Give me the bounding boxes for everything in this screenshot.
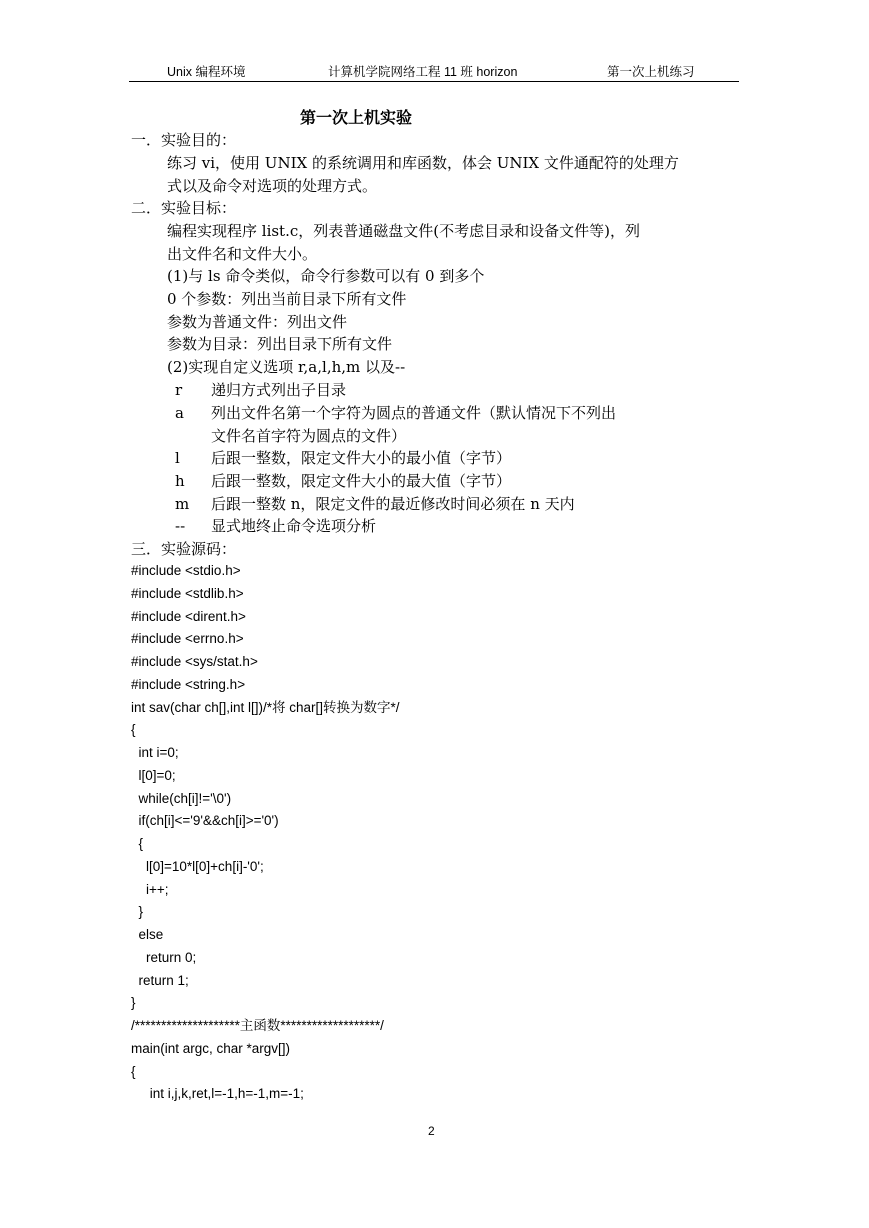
code-line: } (131, 904, 144, 919)
code-line: #include <stdlib.h> (131, 586, 244, 601)
section3-heading: 三．实验源码： (131, 540, 237, 558)
code-line: l[0]=10*l[0]+ch[i]-'0'; (131, 859, 264, 874)
code-line: int sav(char ch[],int l[])/*将 char[]转换为数字*/ (131, 700, 400, 715)
code-line: #include <string.h> (131, 677, 246, 692)
page-title: 第一次上机实验 (300, 108, 413, 127)
page-number: 2 (428, 1124, 435, 1138)
section2-heading: 二．实验目标： (131, 199, 237, 217)
option-key: -- (175, 517, 186, 535)
section2-line: 出文件名和文件大小。 (167, 245, 318, 263)
code-line: } (131, 995, 136, 1010)
option-desc-continued: 文件名首字符为圆点的文件） (211, 427, 407, 445)
header-rule (129, 81, 739, 82)
section2-line: 0 个参数：列出当前目录下所有文件 (167, 290, 407, 308)
section1-line: 练习 vi，使用 UNIX 的系统调用和库函数，体会 UNIX 文件通配符的处理方 (167, 154, 679, 172)
option-desc: 后跟一整数，限定文件大小的最小值（字节） (211, 449, 512, 467)
header-center: 计算机学院网络工程 11 班 horizon (328, 65, 518, 79)
code-line: #include <dirent.h> (131, 609, 246, 624)
section2-line: 编程实现程序 list.c，列表普通磁盘文件(不考虑目录和设备文件等)，列 (167, 222, 640, 240)
code-line: { (131, 1064, 136, 1079)
code-line: i++; (131, 882, 169, 897)
option-key: m (175, 495, 190, 513)
option-key: a (175, 404, 184, 422)
header-right: 第一次上机练习 (607, 65, 695, 79)
code-line: { (131, 836, 144, 851)
code-line: if(ch[i]<='9'&&ch[i]>='0') (131, 813, 279, 828)
option-desc: 后跟一整数 n，限定文件的最近修改时间必须在 n 天内 (211, 495, 575, 513)
code-line: else (131, 927, 164, 942)
code-line: main(int argc, char *argv[]) (131, 1041, 291, 1056)
option-key: h (175, 472, 185, 490)
code-line: #include <stdio.h> (131, 563, 241, 578)
code-line: return 1; (131, 973, 189, 988)
code-line: int i,j,k,ret,l=-1,h=-1,m=-1; (131, 1086, 304, 1101)
option-desc: 递归方式列出子目录 (211, 381, 347, 399)
header-left: Unix 编程环境 (167, 65, 246, 79)
code-line: return 0; (131, 950, 197, 965)
option-desc: 显式地终止命令选项分析 (211, 517, 377, 535)
section2-line: (2)实现自定义选项 r,a,l,h,m 以及-- (167, 358, 406, 376)
code-line: int i=0; (131, 745, 179, 760)
code-line: { (131, 722, 136, 737)
option-key: l (175, 449, 180, 467)
section2-line: 参数为普通文件：列出文件 (167, 313, 348, 331)
code-line: while(ch[i]!='\0') (131, 791, 232, 806)
option-desc: 列出文件名第一个字符为圆点的普通文件（默认情况下不列出 (211, 404, 617, 422)
section2-line: (1)与 ls 命令类似，命令行参数可以有 0 到多个 (167, 267, 485, 285)
code-line: /********************主函数*******************/ (131, 1018, 384, 1033)
option-key: r (175, 381, 183, 399)
section1-heading: 一．实验目的： (131, 131, 237, 149)
section2-line: 参数为目录：列出目录下所有文件 (167, 335, 393, 353)
code-line: l[0]=0; (131, 768, 176, 783)
code-line: #include <errno.h> (131, 631, 244, 646)
section1-line: 式以及命令对选项的处理方式。 (167, 177, 378, 195)
option-desc: 后跟一整数，限定文件大小的最大值（字节） (211, 472, 512, 490)
code-line: #include <sys/stat.h> (131, 654, 258, 669)
